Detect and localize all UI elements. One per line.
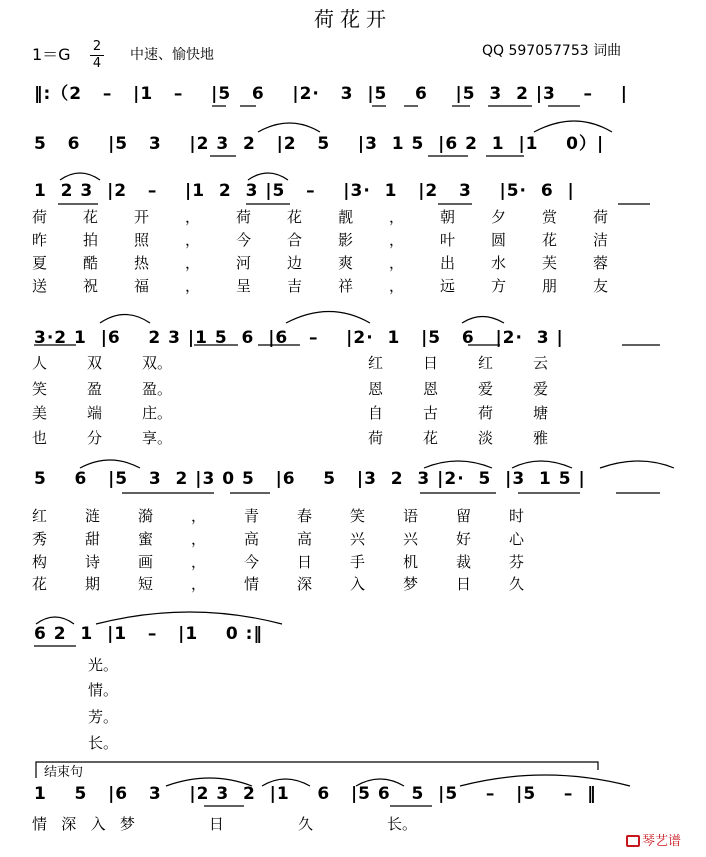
slur	[462, 317, 504, 324]
lyric-verse-2: 笑盈盈。 恩恩爱爱	[32, 380, 589, 398]
lyric-verse-3: 芳。	[88, 708, 119, 726]
slur	[424, 461, 492, 468]
meter-bottom: 4	[92, 56, 102, 71]
slur	[512, 461, 572, 468]
logo-icon	[626, 835, 640, 847]
notation-line: 6 2 1 |1 – |1 0 :‖	[34, 624, 263, 644]
tempo-marking: 中速、愉快地	[130, 47, 214, 63]
slur	[600, 461, 674, 468]
lyric-verse-2: 秀甜蜜，高高兴兴好心	[32, 530, 563, 548]
lyric-ending: 情 深 入 梦 日 久 长。	[32, 815, 417, 833]
lyric-verse-1: 红涟漪，青春笑语留时	[32, 507, 563, 525]
lyric-verse-4: 花期短，情深入梦日久	[32, 575, 563, 593]
lyric-verse-4: 也分享。 荷花淡雅	[32, 429, 589, 447]
slur	[166, 778, 252, 786]
slur	[460, 775, 630, 786]
slur	[60, 173, 100, 180]
notation-line: 1 2 3 |2 – |1 2 3 |5 – |3· 1 |2 3 |5· 6 |	[34, 181, 575, 201]
notation-line: 1 5 |6 3 |2 3 2 |1 6 |5 6 5 |5 – |5 – ‖	[34, 784, 597, 804]
lyric-verse-2: 情。	[88, 681, 119, 699]
lyric-verse-3: 美端庄。 自古荷塘	[32, 404, 589, 422]
slur	[258, 123, 320, 132]
slur	[96, 612, 282, 624]
credit-line: QQ 597057753 词曲	[482, 43, 622, 59]
lyric-verse-2: 昨拍照，今合影，叶圆花洁	[32, 231, 645, 249]
notation-line: 5 6 |5 3 |2 3 2 |2 5 |3 1 5 |6 2 1 |1 0）|	[34, 134, 605, 154]
slur	[100, 315, 150, 324]
key-signature: 1＝G	[32, 45, 71, 64]
notation-line: 5 6 |5 3 2 |3 0 5 |6 5 |3 2 3 |2· 5 |3 1 5 |	[34, 469, 586, 489]
logo-text: 琴艺谱	[642, 834, 682, 849]
slur	[286, 312, 370, 324]
slur	[262, 779, 310, 786]
slur	[248, 173, 288, 180]
lyric-verse-3: 构诗画，今日手机裁芬	[32, 553, 563, 571]
slur	[534, 121, 612, 132]
lyric-verse-1: 人双双。 红日红云	[32, 354, 589, 372]
lyric-verse-3: 夏酷热，河边爽，出水芙蓉	[32, 254, 645, 272]
slur	[80, 460, 140, 468]
meter-top: 2	[92, 39, 102, 54]
lyric-verse-4: 送祝福，呈吉祥，远方朋友	[32, 277, 645, 295]
ending-label: 结束句	[44, 765, 84, 780]
notation-line: 3·2 1 |6 2 3 |1 5 6 |6 – |2· 1 |5 6 |2· 3 |	[34, 328, 564, 348]
ending-bracket	[36, 762, 598, 778]
lyric-verse-1: 光。	[88, 656, 119, 674]
notation-line: ‖:（2 – |1 – |5 6 |2· 3 |5 6 |5 3 2 |3 – |	[34, 84, 628, 104]
site-logo	[626, 830, 681, 849]
lyric-verse-1: 荷花开，荷花靓，朝夕赏荷	[32, 208, 645, 226]
slur	[356, 779, 404, 786]
song-title: 荷花开	[314, 7, 392, 31]
lyric-verse-4: 长。	[88, 734, 119, 752]
slur	[36, 617, 74, 624]
